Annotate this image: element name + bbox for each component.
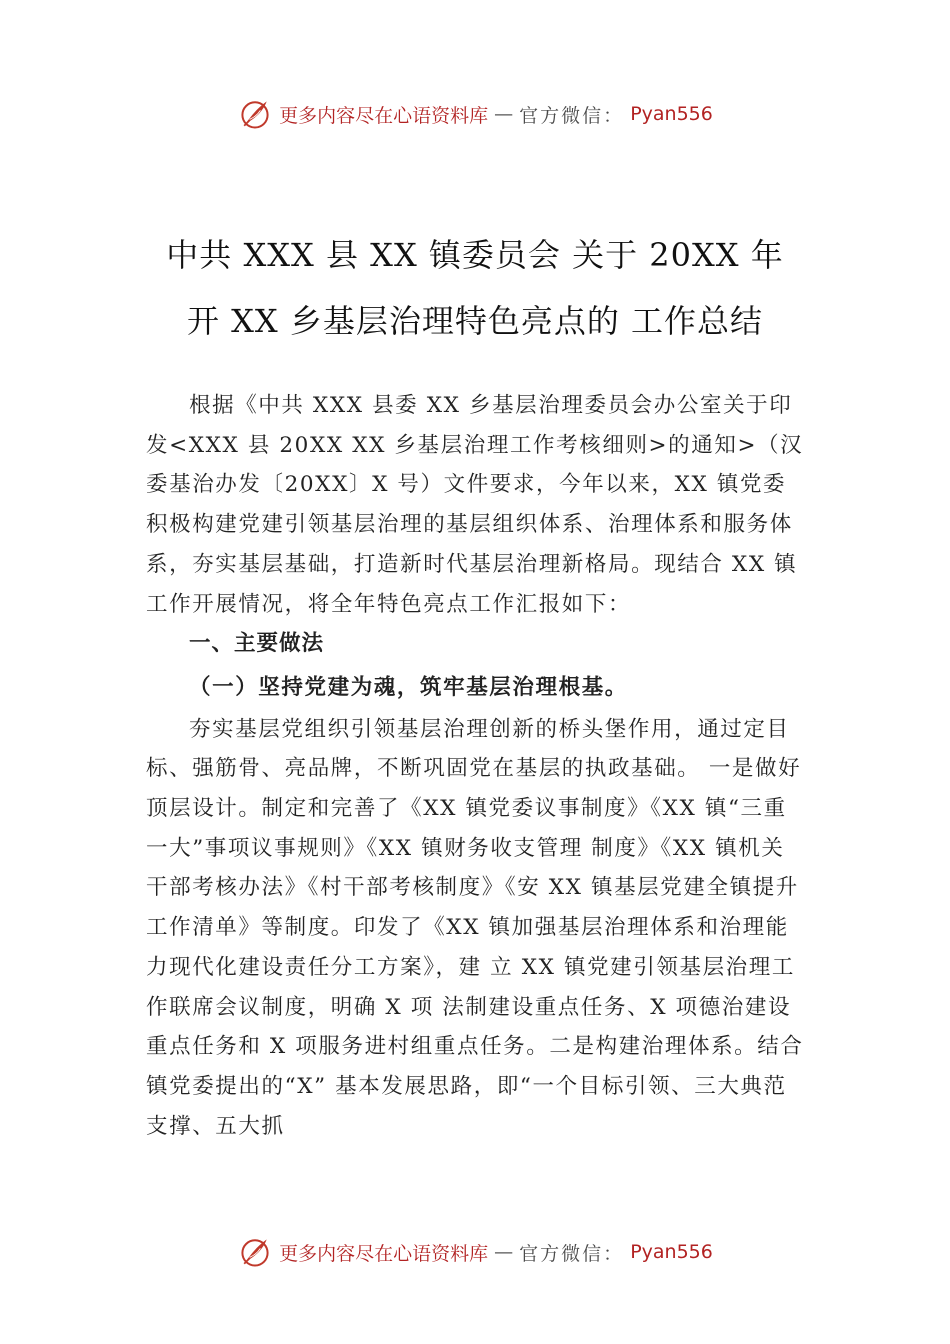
- banner-text: 更多内容尽在心语资料库: [279, 1242, 489, 1265]
- banner-text: 更多内容尽在心语资料库: [279, 104, 489, 127]
- footer-banner: [0, 1234, 950, 1270]
- paragraph-main: 夯实基层党组织引领基层治理创新的桥头堡作用，通过定目标、强筋骨、亮品牌，不断巩固党在基层的执政基础。 一是做好顶层设计。制定和完善了《XX 镇党委议事制度》《XX 镇“三重一大”事项议事规则》《XX 镇财务收支管理 制度》《XX 镇机关干部考核办法》《村干部考核制度》《安 XX 镇基层党建全镇提升工作清单》等制度。印发了《XX 镇加强基层治理体系和治理能力现代化建设责任分工方案》，建 立 XX 镇党建引领基层治理工作联席会议制度，明确 X 项 法制建设重点任务、X 项德治建设重点任务和 X 项服务进村组重点任务。二是构建治理体系。结合镇党委提出的“X” 基本发展思路，即“一个目标引领、三大典范支撑、五大抓: [146, 716, 804, 1139]
- paragraph-intro: 根据《中共 XXX 县委 XX 乡基层治理委员会办公室关于印发<XXX 县 20XX XX 乡基层治理工作考核细则>的通知>（汉委基治办发〔20XX〕X 号）文件要求，今年以来，XX 镇党委积极构建党建引领基层治理的基层组织体系、治理体系和服务体系，夯实基层基础，打造新时代基层治理新格局。现结合 XX 镇工作开展情况，将全年特色亮点工作汇报如下：: [146, 393, 804, 617]
- quill-pen-logo-icon: [237, 1234, 273, 1270]
- document-body: [146, 386, 806, 1146]
- document-title-line1: 中共 XXX 县 XX 镇委员会 关于 20XX 年: [166, 236, 784, 274]
- section-heading-1: 一、主要做法: [189, 631, 325, 657]
- quill-pen-logo-icon: [237, 96, 273, 132]
- banner-separator: —: [494, 1241, 514, 1263]
- banner-wechat-id: Pyan556: [630, 103, 713, 125]
- header-banner: [0, 96, 950, 132]
- banner-wechat-label: 官方微信：: [519, 1242, 625, 1265]
- banner-wechat-label: 官方微信：: [519, 104, 625, 127]
- document-title-line2: 开 XX 乡基层治理特色亮点的 工作总结: [186, 302, 764, 340]
- banner-separator: —: [494, 103, 514, 125]
- subsection-heading-1: （一）坚持党建为魂，筑牢基层治理根基。: [189, 674, 628, 700]
- banner-wechat-id: Pyan556: [630, 1241, 713, 1263]
